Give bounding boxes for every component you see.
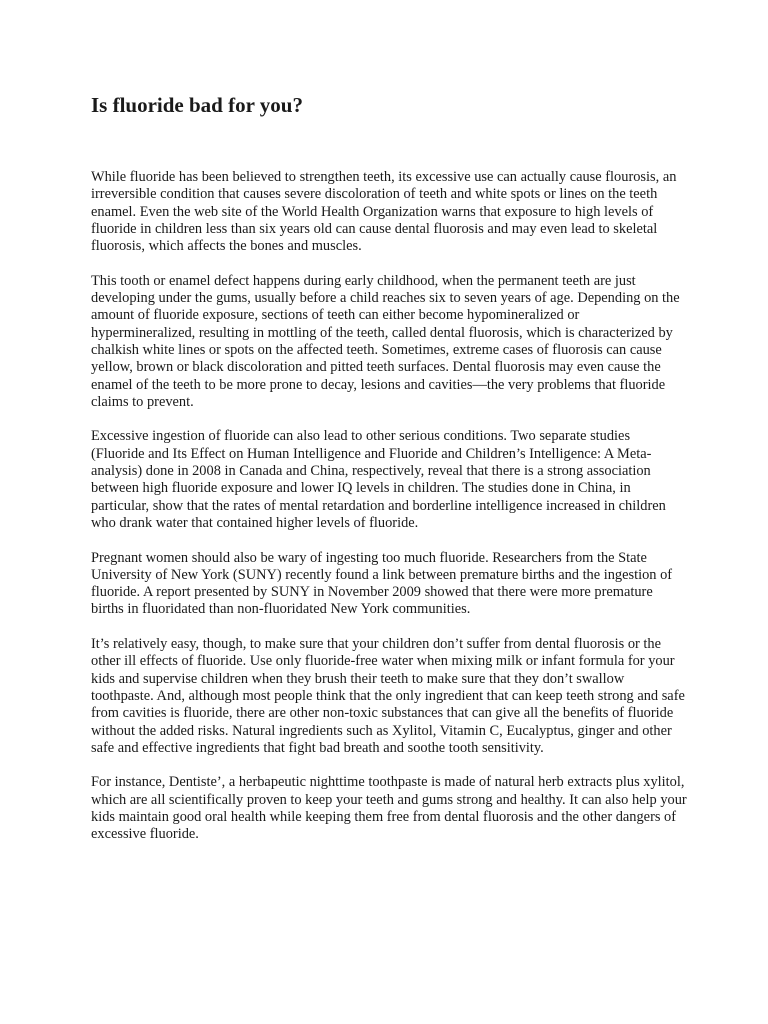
document-title: Is fluoride bad for you? — [91, 93, 303, 117]
paragraph: While fluoride has been believed to strengthen teeth, its excessive use can actually cause flourosis, an irreversible condition that causes severe discoloration of teeth and white spots or lines on the teeth enamel. Even the web site of the World Health Organization warns that exposure to high levels of fluoride in children less than six years old can cause dental fluorosis and may even lead to skeletal fluorosis, which affects the bones and muscles. — [91, 169, 677, 255]
paragraph: Pregnant women should also be wary of ingesting too much fluoride. Researchers from the State University of New York (SUNY) recently found a link between premature births and the ingestion of fluoride. A report presented by SUNY in November 2009 showed that there were more premature births in fluoridated than non-fluoridated New York communities. — [91, 549, 673, 618]
paragraph: For instance, Dentiste’, a herbapeutic nighttime toothpaste is made of natural herb extracts plus xylitol, which are all scientifically proven to keep your teeth and gums strong and healthy. It can also help your kids maintain good oral health while keeping them free from dental fluorosis and the other dangers of excessive fluoride. — [91, 774, 687, 843]
paragraph: This tooth or enamel defect happens during early childhood, when the permanent teeth are just developing under the gums, usually before a child reaches six to seven years of age. Depending on the amount of fluoride exposure, sections of teeth can either become hypomineralized or hypermineralized, resulting in mottling of the teeth, called dental fluorosis, which is characterized by chalkish white lines or spots on the affected teeth. Sometimes, extreme cases of fluorosis can cause yellow, brown or black discoloration and pitted teeth surfaces. Dental fluorosis may even cause the enamel of the teeth to be more prone to decay, lesions and cavities—the very problems that fluoride claims to prevent. — [91, 272, 680, 410]
document-body — [91, 169, 687, 861]
paragraph: It’s relatively easy, though, to make sure that your children don’t suffer from dental fluorosis or the other ill effects of fluoride. Use only fluoride-free water when mixing milk or infant formula for your kids and supervise children when they brush their teeth to make sure that they don’t swallow toothpaste. And, although most people think that the only ingredient that can keep teeth strong and safe from cavities is fluoride, there are other non-toxic substances that can give all the benefits of fluoride without the added risks. Natural ingredients such as Xylitol, Vitamin C, Eucalyptus, ginger and other safe and effective ingredients that fight bad breath and soothe tooth sensitivity. — [91, 636, 685, 756]
paragraph: Excessive ingestion of fluoride can also lead to other serious conditions. Two separate studies (Fluoride and Its Effect on Human Intelligence and Fluoride and Children’s Intelligence: A Meta-analysis) done in 2008 in Canada and China, respectively, reveal that there is a strong association between high fluoride exposure and lower IQ levels in children. The studies done in China, in particular, show that the rates of mental retardation and borderline intelligence increased in children who drank water that contained higher levels of fluoride. — [91, 428, 666, 531]
